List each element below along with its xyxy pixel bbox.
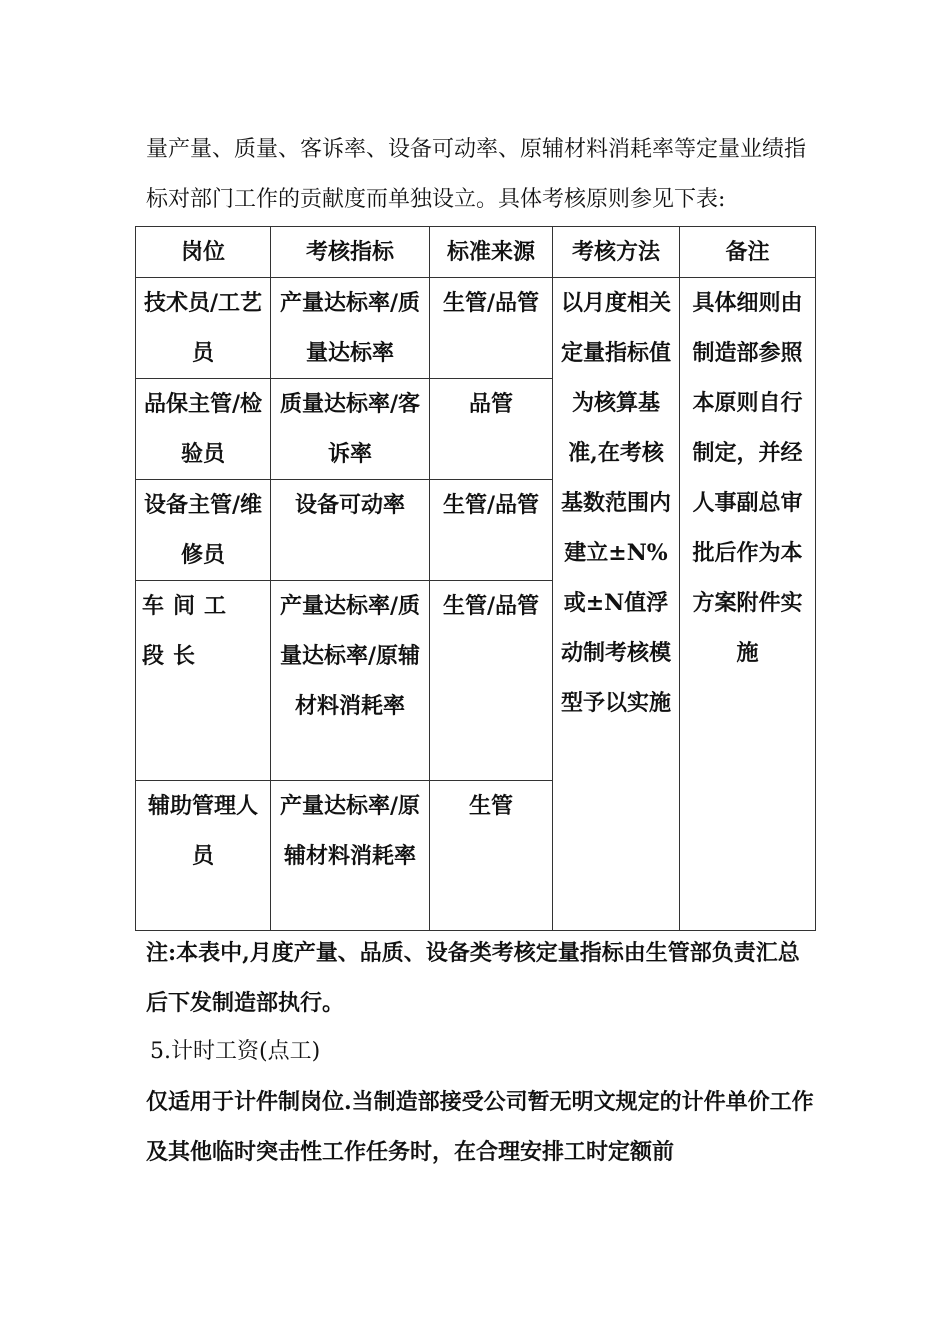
table-note: 注:本表中,月度产量、品质、设备类考核定量指标由生管部负责汇总后下发制造部执行。 (146, 940, 800, 1016)
cell-index: 产量达标率/原辅材料消耗率 (271, 781, 430, 931)
cell-index: 设备可动率 (271, 480, 430, 581)
body-paragraph: 仅适用于计件制岗位.当制造部接受公司暂无明文规定的计件单价工作及其他临时突击性工作任务时，在合理安排工时定额前 (146, 1089, 814, 1165)
cell-post: 品保主管/检验员 (136, 379, 271, 480)
cell-index: 质量达标率/客诉率 (271, 379, 430, 480)
cell-post: 辅助管理人员 (136, 781, 271, 931)
cell-source: 生管 (430, 781, 553, 931)
assessment-table (135, 226, 816, 931)
cell-source: 品管 (430, 379, 553, 480)
cell-index: 产量达标率/质量达标率/原辅材料消耗率 (271, 581, 430, 781)
cell-source: 生管/品管 (430, 581, 553, 781)
intro-paragraph: 量产量、质量、客诉率、设备可动率、原辅材料消耗率等定量业绩指标对部门工作的贡献度而单独设立。具体考核原则参见下表: (146, 137, 807, 212)
header-post: 岗位 (136, 227, 271, 278)
cell-index: 产量达标率/质量达标率 (271, 278, 430, 379)
header-index: 考核指标 (271, 227, 430, 278)
cell-remark: 具体细则由制造部参照本原则自行制定，并经人事副总审批后作为本方案附件实施 (680, 278, 816, 931)
cell-post: 车间工段长 (136, 581, 271, 781)
section-title: 5.计时工资(点工) (150, 1039, 321, 1064)
table-row (136, 278, 816, 379)
cell-method: 以月度相关定量指标值为核算基准,在考核基数范围内建立±N%或±N值浮动制考核模 型予以实施 (553, 278, 680, 931)
cell-source: 生管/品管 (430, 480, 553, 581)
header-method: 考核方法 (553, 227, 680, 278)
header-remark: 备注 (680, 227, 816, 278)
cell-source: 生管/品管 (430, 278, 553, 379)
table-header-row (136, 227, 816, 278)
header-source: 标准来源 (430, 227, 553, 278)
cell-post: 技术员/工艺员 (136, 278, 271, 379)
cell-post: 设备主管/维修员 (136, 480, 271, 581)
